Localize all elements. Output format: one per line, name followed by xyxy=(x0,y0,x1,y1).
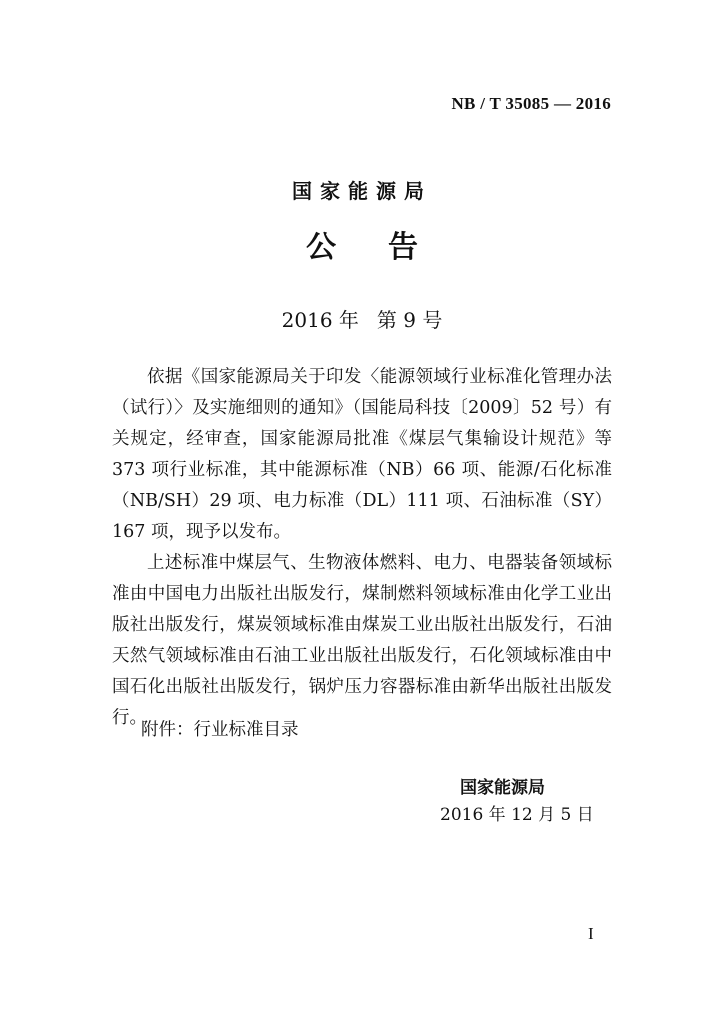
document-type-title xyxy=(0,222,724,266)
issuing-authority: 国家能源局 xyxy=(292,179,432,203)
signature-date: 2016 年 12 月 5 日 xyxy=(440,805,594,825)
attachment-note: 附件：行业标准目录 xyxy=(141,720,299,740)
document-type-char: 告 xyxy=(388,230,418,265)
issue-line xyxy=(0,304,724,333)
body-paragraph: 上述标准中煤层气、生物液体燃料、电力、电器装备领域标准由中国电力出版社出版发行，煤制燃料领域标准由化学工业出版社出版发行，煤炭领域标准由煤炭工业出版社出版发行，石油天然气领域标准由石油工业出版社出版发行，石化领域标准由中国石化出版社出版发行，锅炉压力容器标准由新华出版社出版发行。 xyxy=(112,553,612,728)
announcement-body xyxy=(112,362,612,734)
standard-code: NB / T 35085 — 2016 xyxy=(451,94,611,113)
issue-number: 第 9 号 xyxy=(376,308,443,332)
document-type-char: 公 xyxy=(306,230,336,265)
issue-year: 2016 年 xyxy=(281,308,359,332)
signature-organization: 国家能源局 xyxy=(460,778,545,798)
body-paragraph: 依据《国家能源局关于印发〈能源领域行业标准化管理办法（试行）〉及实施细则的通知》（国能局科技〔2009〕52 号）有关规定，经审查，国家能源局批准《煤层气集输设计规范》等 373 项行业标准，其中能源标准（NB）66 项、能源/石化标准（NB/SH）29 项、电力标准（DL）111 项、石油标准（SY）167 项，现予以发布。 xyxy=(112,367,612,542)
page-number: I xyxy=(588,924,594,943)
